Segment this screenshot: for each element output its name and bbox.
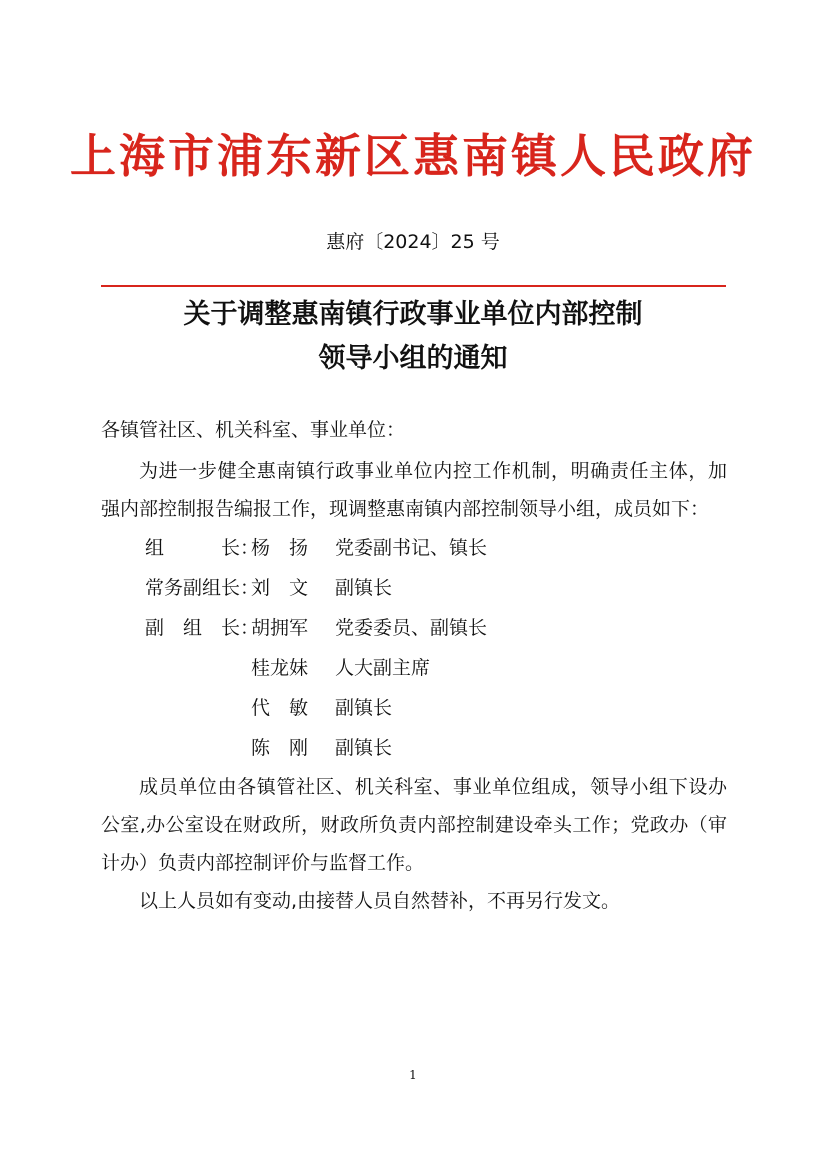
member-row (101, 728, 727, 768)
member-position: 党委委员、副镇长 (335, 617, 488, 639)
document-title (0, 293, 826, 381)
member-role: 常务副组长： (145, 577, 260, 599)
title-line-1: 关于调整惠南镇行政事业单位内部控制 (183, 299, 643, 330)
issuing-authority-header: 上海市浦东新区惠南镇人民政府 (70, 129, 756, 183)
member-row (101, 688, 727, 728)
paragraph-units: 成员单位由各镇管社区、机关科室、事业单位组成，领导小组下设办公室,办公室设在财政所，财政所负责内部控制建设牵头工作；党政办（审计办）负责内部控制评价与监督工作。 (101, 776, 727, 874)
member-list (101, 528, 727, 768)
member-name: 代 敏 (251, 697, 309, 719)
member-name: 胡拥军 (251, 617, 309, 639)
member-name: 桂龙妹 (251, 657, 309, 679)
member-name: 陈 刚 (251, 737, 309, 759)
member-position: 副镇长 (335, 697, 393, 719)
document-body (101, 410, 727, 920)
page-number: 1 (409, 1068, 417, 1082)
member-role: 副 组 长： (145, 617, 260, 639)
title-line-2: 领导小组的通知 (318, 343, 508, 374)
member-row (101, 648, 727, 688)
member-position: 副镇长 (335, 577, 393, 599)
paragraph-closing: 以上人员如有变动,由接替人员自然替补，不再另行发文。 (139, 890, 621, 912)
member-position: 人大副主席 (335, 657, 431, 679)
member-row (101, 528, 727, 568)
member-position: 副镇长 (335, 737, 393, 759)
member-position: 党委副书记、镇长 (335, 537, 488, 559)
member-name: 刘 文 (251, 577, 309, 599)
member-name: 杨 扬 (251, 537, 309, 559)
paragraph-intro: 为进一步健全惠南镇行政事业单位内控工作机制，明确责任主体，加强内部控制报告编报工作，现调整惠南镇内部控制领导小组，成员如下： (101, 460, 727, 520)
red-divider-line (101, 285, 726, 287)
member-role (101, 728, 247, 768)
member-role (101, 648, 247, 688)
member-row (101, 608, 727, 648)
member-role (101, 688, 247, 728)
document-number: 惠府〔2024〕25 号 (326, 231, 500, 253)
salutation: 各镇管社区、机关科室、事业单位： (101, 419, 406, 441)
member-row (101, 568, 727, 608)
member-role: 组 长： (145, 537, 260, 559)
